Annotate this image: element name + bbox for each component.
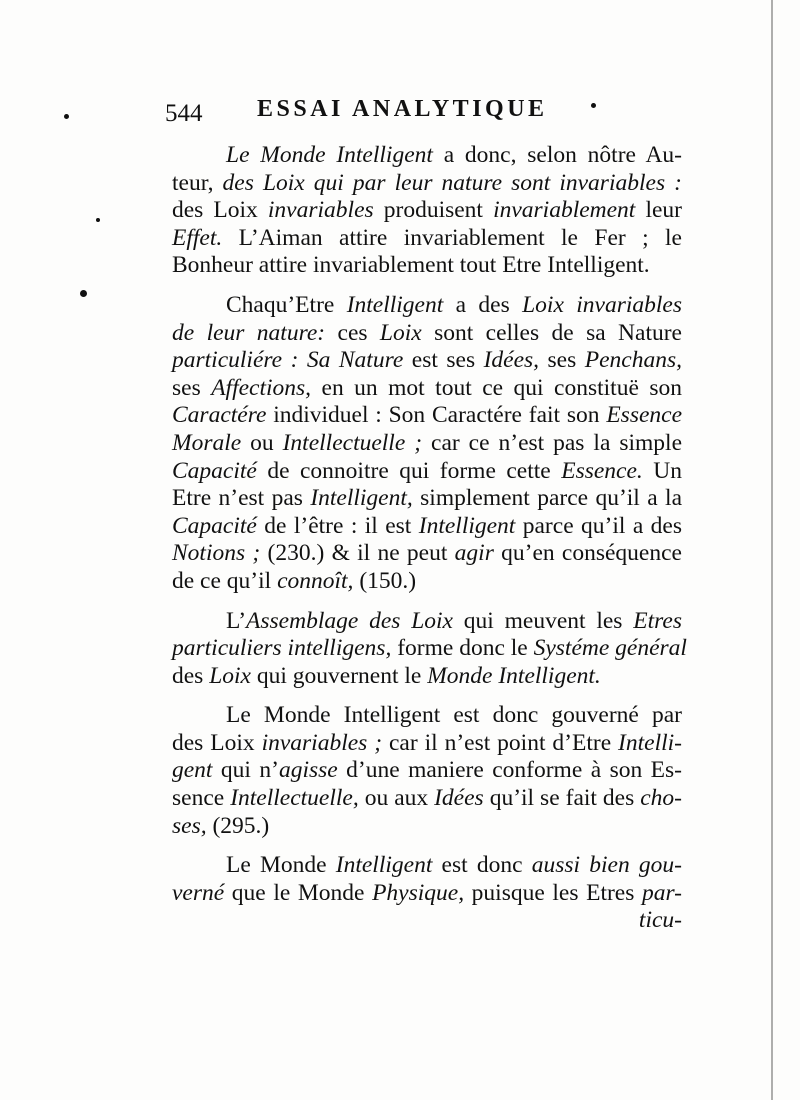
italic-text: Intellectuelle ; (282, 429, 423, 456)
italic-text: particuliére : Sa Nature (172, 347, 404, 374)
roman-text: qui meuvent les (453, 607, 634, 634)
roman-text: en un mot tout ce qui constituë son (311, 374, 682, 401)
italic-text: Physique, (372, 879, 465, 906)
roman-text: ou (241, 429, 283, 456)
roman-text: ou aux (358, 785, 435, 812)
paragraph (172, 292, 682, 596)
text-line (172, 252, 682, 280)
italic-text: Intelligent (335, 852, 433, 879)
body-text (172, 142, 687, 935)
text-line (172, 852, 682, 880)
italic-text: ticu- (638, 907, 682, 934)
italic-text: agisse (278, 757, 338, 784)
text-line (172, 608, 682, 636)
page-edge-shadow (771, 0, 773, 1100)
roman-text: individuel : Son Caractére fait son (266, 402, 607, 429)
text-line (172, 485, 682, 513)
italic-text: Intelligent (418, 512, 516, 539)
text-line (172, 197, 682, 225)
italic-text: Affections, (211, 374, 312, 401)
roman-text: a donc, selon nôtre Au- (432, 142, 682, 168)
text-line (172, 813, 682, 841)
italic-text: ses, (172, 812, 207, 839)
roman-text: que le Monde (224, 879, 373, 906)
text-line (172, 702, 682, 730)
italic-text: Loix invariables (522, 291, 682, 318)
italic-text: verné (172, 879, 225, 906)
roman-text: parce qu’il a des (515, 512, 682, 539)
text-line (172, 513, 682, 541)
italic-text: Essence (606, 402, 682, 429)
roman-text: a des (443, 291, 523, 318)
roman-text: teur, (172, 169, 223, 196)
paragraph (172, 852, 682, 935)
text-line (172, 635, 687, 663)
italic-text: aussi bien gou- (531, 852, 682, 879)
roman-text: est donc (432, 852, 532, 879)
roman-text: (295.) (206, 812, 270, 839)
italic-text: Caractére (172, 402, 267, 429)
roman-text: forme donc le (391, 635, 534, 662)
roman-text: de connoitre qui forme cette (256, 457, 562, 484)
italic-text: invariables (267, 197, 374, 224)
italic-text: particuliers intelligens, (172, 635, 392, 662)
roman-text: car ce n’est pas la simple (422, 429, 682, 456)
roman-text: car il n’est point d’Etre (382, 729, 619, 756)
ink-speck (80, 290, 87, 297)
roman-text: Le Monde Intelligent est donc gouverné par (226, 702, 682, 729)
text-line (172, 757, 682, 785)
italic-text: connoît, (277, 567, 354, 594)
running-title: ESSAI ANALYTIQUE (257, 96, 548, 122)
running-head (165, 96, 625, 136)
italic-text: invariablement (493, 197, 636, 224)
paragraph (172, 142, 682, 280)
text-line (172, 430, 682, 458)
italic-text: Loix (209, 662, 251, 689)
text-line (172, 907, 682, 935)
roman-text: ses (539, 347, 585, 374)
roman-text: simplement parce qu’il a la (412, 485, 682, 512)
roman-text: qu’il se fait des (483, 785, 641, 812)
italic-text: Essence. (561, 457, 643, 484)
text-line (172, 785, 682, 813)
italic-text: Morale (172, 429, 242, 456)
roman-text: produisent (373, 197, 494, 224)
text-line (172, 142, 682, 170)
italic-text: Capacité (172, 512, 257, 539)
italic-text: Intelligent, (310, 485, 413, 512)
roman-text: de ce qu’il (172, 567, 278, 594)
roman-text: est ses (403, 347, 484, 374)
italic-text: Intellectuelle, (230, 785, 359, 812)
text-line (172, 568, 682, 596)
italic-text: agir (454, 540, 494, 567)
italic-text: Capacité (172, 457, 257, 484)
roman-text: de l’être : il est (256, 512, 419, 539)
text-line (172, 292, 682, 320)
text-line (172, 663, 682, 691)
italic-text: Assemblage des Loix (246, 607, 453, 634)
roman-text: qu’en conséquence (493, 540, 682, 567)
text-line (172, 880, 682, 908)
roman-text: ces (325, 319, 380, 346)
italic-text: Etres (633, 607, 682, 634)
text-line (172, 402, 682, 430)
roman-text: qui n’ (212, 757, 279, 784)
italic-text: Notions ; (172, 540, 261, 567)
page-number: 544 (165, 100, 203, 127)
text-line (172, 730, 682, 758)
italic-text: de leur nature: (172, 319, 326, 346)
italic-text: Loix (379, 319, 422, 346)
italic-text: Le Monde Intelligent (226, 142, 433, 168)
italic-text: Idées (434, 785, 484, 812)
roman-text: qui gouvernent le (250, 662, 428, 689)
roman-text: sence (172, 785, 231, 812)
roman-text: leur (635, 197, 682, 224)
italic-text: invariables ; (261, 729, 383, 756)
text-line (172, 320, 682, 348)
roman-text: Un (642, 457, 682, 484)
italic-text: Intelli- (618, 729, 682, 756)
italic-text: gent (172, 757, 213, 784)
italic-text: cho- (640, 785, 682, 812)
roman-text: d’une maniere conforme à son Es- (337, 757, 683, 784)
ink-speck (96, 218, 100, 222)
text-line (172, 225, 682, 253)
italic-text: Systéme général (533, 635, 687, 662)
roman-text: (150.) (353, 567, 417, 594)
text-line (172, 347, 682, 375)
roman-text: Chaqu’Etre (226, 291, 347, 318)
roman-text: des (172, 662, 210, 689)
roman-text: (230.) & il ne peut (260, 540, 455, 567)
roman-text: sont celles de sa Nature (421, 319, 682, 346)
text-line (172, 540, 682, 568)
italic-text: Intelligent (346, 291, 444, 318)
italic-text: Penchans, (584, 347, 682, 374)
roman-text: Bonheur attire invariablement tout Etre Intelligent. (172, 252, 650, 279)
paragraph (172, 607, 687, 691)
roman-text: puisque les Etres (464, 879, 642, 906)
roman-text: Le Monde (226, 852, 336, 879)
roman-text: L’ (226, 607, 247, 634)
italic-text: des Loix qui par leur nature sont invariables : (222, 169, 682, 196)
roman-text: L’Aiman attire invariablement le Fer ; le (222, 224, 682, 251)
roman-text: des Loix (172, 197, 268, 224)
paragraph (172, 702, 682, 840)
roman-text: des Loix (172, 729, 262, 756)
roman-text: ses (172, 374, 212, 401)
text-line (172, 375, 682, 403)
ink-speck (64, 114, 69, 119)
roman-text: Etre n’est pas (172, 485, 311, 512)
text-line (172, 170, 682, 198)
text-line (172, 458, 682, 486)
italic-text: Effet. (172, 224, 223, 251)
italic-text: Idées, (483, 347, 540, 374)
italic-text: Monde Intelligent. (427, 662, 601, 689)
italic-text: par- (641, 879, 682, 906)
